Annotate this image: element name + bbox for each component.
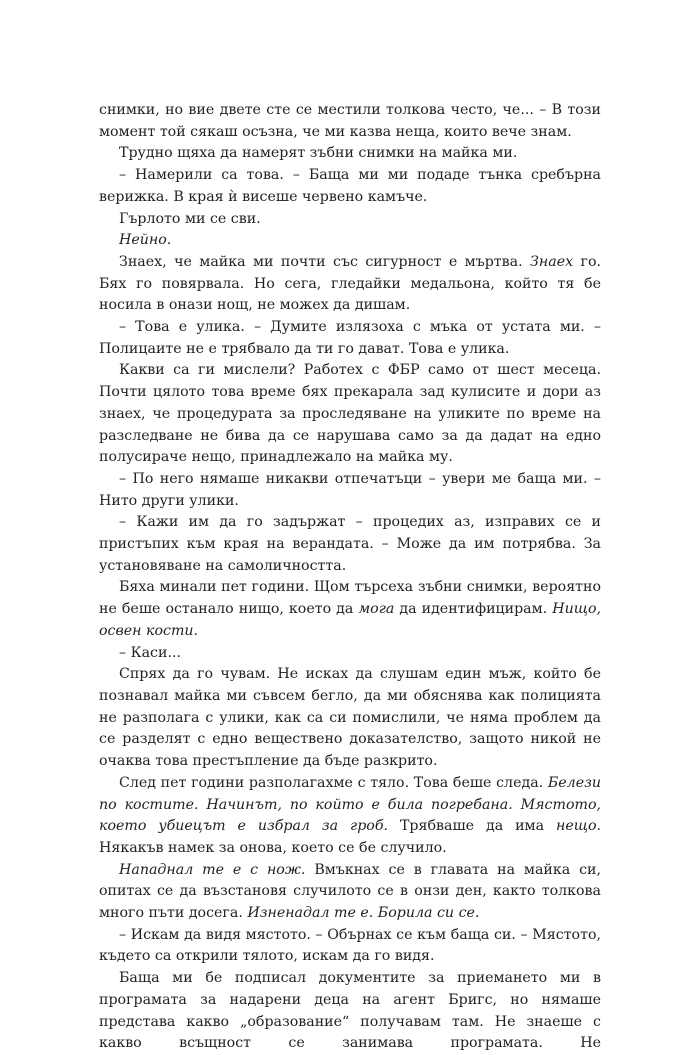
italic-text: Изненадал те е. Борила си се.	[247, 905, 480, 922]
text-run: го. Бях го повярвала. Но сега, гледайки медальона, който тя бе носила в онази нощ, не можех да дишам.	[99, 253, 602, 314]
paragraph	[99, 209, 601, 231]
paragraph	[99, 577, 601, 642]
paragraph	[99, 143, 601, 165]
paragraph	[99, 469, 601, 512]
paragraph	[99, 925, 601, 968]
paragraph	[99, 664, 601, 773]
italic-text: Знаех	[530, 253, 574, 270]
italic-text: Нейно.	[119, 232, 172, 249]
text-run: снимки, но вие двете сте се местили толкова често, че... – В този момент той сякаш осъзна, че ми казва неща, които вече знам.	[99, 102, 601, 140]
text-run: Вмъкнах се в главата на майка си, опитах се да възстановя случилото се в онзи ден, както толкова много пъти досега.	[99, 861, 601, 922]
text-run: да идентифицирам.	[394, 601, 553, 618]
text-run: Гърлото ми се сви.	[119, 210, 261, 227]
text-run: – Това е улика. – Думите излязоха с мъка от устата ми. – Полицаите не е трябвало да ти го дават. Това е улика.	[99, 319, 601, 357]
italic-text: мога	[358, 601, 395, 618]
paragraph	[99, 773, 601, 860]
text-run: – По него нямаше никакви отпечатъци – увери ме баща ми. – Нито други улики.	[99, 470, 601, 509]
text-run: – Кажи им да го задържат – процедих аз, изправих се и пристъпих към края на верандата. – Може да им потрябва. За установяване на самоличността.	[99, 514, 601, 574]
text-run: . Някакъв намек за онова, което се бе случило.	[99, 818, 601, 856]
paragraph	[99, 252, 601, 317]
text-run: Спрях да го чувам. Не исках да слушам един мъж, който бе познавал майка ми съвсем бегло, да ми обяснява как полицията не разполага с улики, как са си помислили, че няма проблем да се разделят с едно веществено доказателство, защото никой не очаква това престъпление да бъде разкрито.	[99, 666, 601, 770]
paragraph	[99, 230, 601, 252]
text-run: – Каси...	[119, 644, 181, 661]
text-run: – Искам да видя мястото. – Обърнах се към баща си. – Мястото, където са открили тялото, искам да го видя.	[99, 926, 601, 965]
paragraph	[99, 860, 601, 925]
paragraph	[99, 512, 601, 577]
text-run: Знаех, че майка ми почти със сигурност е мъртва.	[119, 253, 531, 270]
book-page	[99, 100, 601, 1055]
italic-text: Нищо, освен кости.	[99, 601, 601, 639]
italic-text: Нападнал те е с нож.	[119, 861, 306, 878]
text-run: След пет години разполагахме с тяло. Това беше следа.	[119, 774, 548, 791]
italic-text: нещо	[556, 818, 597, 835]
text-run: Какви са ги мислели? Работех с ФБР само от шест месеца. Почти цялото това време бях прекарала зад кулисите и дори аз знаех, че процедурата за проследяване на уликите по време на разследване не бива да се нарушава само за да дадат на едно полусираче нещо, принадлежало на майка му.	[99, 362, 601, 466]
paragraph	[99, 165, 601, 208]
paragraph	[99, 643, 601, 665]
italic-text: Белези по костите. Начинът, по който е била погребана. Мястото, което убиецът е избрал за гроб.	[99, 774, 601, 835]
text-run: Трябваше да има	[388, 818, 556, 835]
text-run: Трудно щяха да намерят зъбни снимки на майка ми.	[119, 145, 518, 162]
paragraph	[99, 968, 601, 1055]
text-run: Баща ми бе подписал документите за приемането ми в програмата за надарени деца на агент Бригс, но нямаше представа какво „образование“ получавам там. Не знаеше с какво всъщност се занимава програмата. Не	[99, 970, 601, 1052]
paragraph	[99, 317, 601, 360]
paragraph	[99, 100, 601, 143]
text-run: – Намерили са това. – Баща ми ми подаде тънка сребърна верижка. В края ѝ висеше червено камъче.	[99, 167, 601, 205]
text-run: Бяха минали пет години. Щом търсеха зъбни снимки, вероятно не беше останало нищо, което да	[99, 579, 601, 618]
paragraph	[99, 360, 601, 469]
